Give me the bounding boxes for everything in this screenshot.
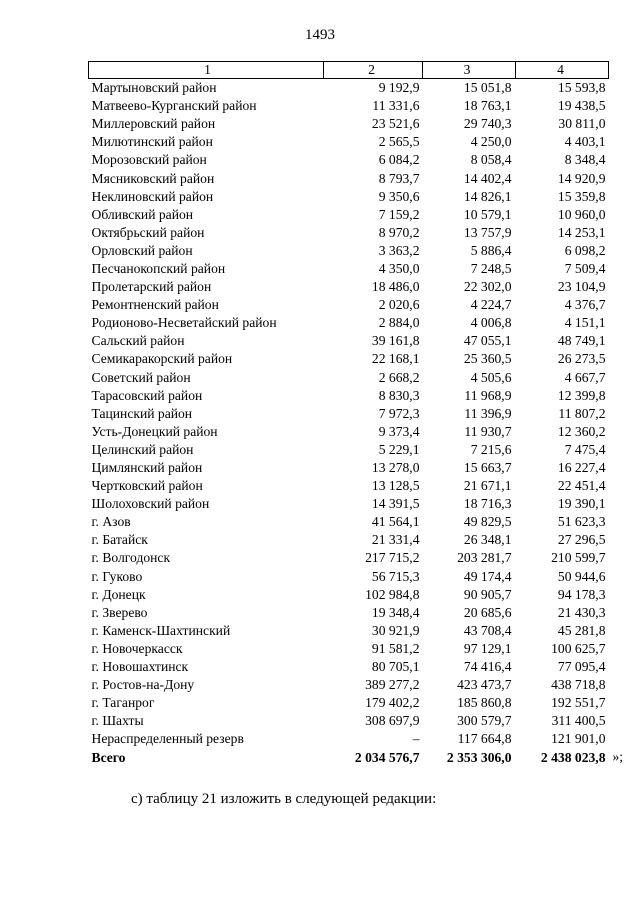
- row-value-col4: 311 400,5: [551, 713, 606, 729]
- row-label: г. Гуково: [91, 568, 143, 584]
- row-label: Чертковский район: [91, 478, 203, 494]
- row-value-col4: 14 253,1: [557, 224, 606, 240]
- row-value-col3: 11 968,9: [464, 387, 512, 403]
- row-value-col3: 14 402,4: [463, 170, 512, 186]
- table-row: [89, 79, 609, 98]
- row-label: Милютинский район: [91, 134, 213, 150]
- row-value-col4: 438 718,8: [551, 677, 606, 693]
- row-value-col2: 7 159,2: [378, 206, 420, 222]
- row-label: Шолоховский район: [91, 496, 210, 512]
- row-label: Ремонтненский район: [91, 297, 219, 313]
- row-value-col4: 16 227,4: [557, 460, 606, 476]
- table-row: [89, 260, 609, 278]
- row-value-col3: 25 360,5: [463, 351, 512, 367]
- row-value-col3: 4 505,6: [470, 369, 512, 385]
- row-value-col4: 8 348,4: [564, 152, 606, 168]
- table-row: [89, 332, 609, 350]
- row-label: Тацинский район: [91, 405, 193, 421]
- total-col4-value: 2 438 023,8: [540, 749, 606, 765]
- trailing-paragraph: с) таблицу 21 изложить в следующей редакции:: [131, 791, 437, 807]
- row-value-col3: 47 055,1: [463, 333, 512, 349]
- row-value-col4: 94 178,3: [557, 586, 606, 602]
- budget-table: [88, 61, 609, 767]
- row-value-col3: 15 663,7: [463, 460, 512, 476]
- table-row: [89, 568, 609, 586]
- row-value-col4: 6 098,2: [564, 242, 606, 258]
- table-row: [89, 133, 609, 151]
- row-value-col3: 15 051,8: [463, 80, 512, 96]
- row-value-col4: 10 960,0: [557, 206, 606, 222]
- column-header-3: 3: [423, 62, 516, 79]
- row-value-col2: 8 970,2: [378, 224, 420, 240]
- row-value-col2: 30 921,9: [371, 622, 420, 638]
- row-value-col3: 13 757,9: [463, 224, 512, 240]
- row-value-col2: 9 350,6: [378, 188, 420, 204]
- table-row: [89, 459, 609, 477]
- row-label: г. Новошахтинск: [91, 659, 189, 675]
- row-value-col4: 23 104,9: [557, 279, 606, 295]
- table-row: [89, 441, 609, 459]
- table-row: [89, 604, 609, 622]
- row-value-col3: 4 224,7: [470, 297, 512, 313]
- total-row: [89, 748, 609, 766]
- table-row: [89, 115, 609, 133]
- row-value-col4: 30 811,0: [558, 116, 606, 132]
- table-row: [89, 242, 609, 260]
- row-value-col3: 14 826,1: [463, 188, 512, 204]
- row-value-col3: 49 174,4: [463, 568, 512, 584]
- table-row: [89, 350, 609, 368]
- row-value-col2: 13 128,5: [371, 478, 420, 494]
- row-label: г. Ростов-на-Дону: [91, 677, 195, 693]
- table-row: [89, 730, 609, 748]
- row-value-col2: 2 565,5: [378, 134, 420, 150]
- row-value-col2: 14 391,5: [371, 496, 420, 512]
- row-value-col4: 12 399,8: [557, 387, 606, 403]
- row-value-col4: 7 509,4: [564, 260, 606, 276]
- column-header-1: 1: [89, 62, 324, 79]
- table-row: [89, 622, 609, 640]
- table-body: [89, 79, 609, 749]
- row-value-col3: 43 708,4: [463, 622, 512, 638]
- row-value-col2: 2 020,6: [378, 297, 420, 313]
- total-col4: [516, 748, 609, 766]
- table-row: [89, 387, 609, 405]
- row-value-col4: 14 920,9: [557, 170, 606, 186]
- row-label: Советский район: [91, 369, 191, 385]
- table-row: [89, 369, 609, 387]
- row-label: г. Волгодонск: [91, 550, 171, 566]
- row-value-col2: 18 486,0: [371, 279, 420, 295]
- row-value-col3: 49 829,5: [463, 514, 512, 530]
- row-value-col3: 185 860,8: [457, 695, 512, 711]
- row-value-col2: 19 348,4: [371, 604, 420, 620]
- row-label: Мясниковский район: [91, 170, 215, 186]
- row-value-col3: 11 396,9: [464, 405, 512, 421]
- row-value-col3: 7 248,5: [470, 260, 512, 276]
- row-value-col4: 50 944,6: [557, 568, 606, 584]
- row-label: Орловский район: [91, 242, 193, 258]
- row-label: г. Каменск-Шахтинский: [91, 622, 231, 638]
- row-value-col2: –: [412, 731, 420, 747]
- row-value-col4: 19 390,1: [557, 496, 606, 512]
- table-row: [89, 423, 609, 441]
- row-value-col3: 18 716,3: [463, 496, 512, 512]
- row-value-col2: 389 277,2: [365, 677, 420, 693]
- table-row: [89, 712, 609, 730]
- row-value-col2: 21 331,4: [371, 532, 420, 548]
- row-value-col4: 11 807,2: [558, 405, 606, 421]
- row-value-col2: 9 192,9: [378, 80, 420, 96]
- table-row: [89, 224, 609, 242]
- table-row: [89, 97, 609, 115]
- row-value-col4: 15 359,8: [557, 188, 606, 204]
- row-label: Неклиновский район: [91, 188, 214, 204]
- row-label: Морозовский район: [91, 152, 207, 168]
- table-row: [89, 169, 609, 187]
- row-label: Мартыновский район: [91, 80, 217, 96]
- total-label: Всего: [91, 749, 126, 765]
- row-value-col4: 22 451,4: [557, 478, 606, 494]
- row-label: Родионово-Несветайский район: [91, 315, 277, 331]
- row-label: Песчанокопский район: [91, 260, 226, 276]
- table-row: [89, 188, 609, 206]
- row-label: г. Шахты: [91, 713, 144, 729]
- row-value-col2: 6 084,2: [378, 152, 420, 168]
- row-value-col2: 11 331,6: [372, 98, 420, 114]
- row-label: Усть-Донецкий район: [91, 423, 218, 439]
- row-label: Нераспределенный резерв: [91, 731, 244, 747]
- row-value-col3: 97 129,1: [463, 640, 512, 656]
- table-row: [89, 405, 609, 423]
- row-label: Миллеровский район: [91, 116, 216, 132]
- row-value-col3: 20 685,6: [463, 604, 512, 620]
- row-label: Обливский район: [91, 206, 194, 222]
- row-value-col4: 121 901,0: [551, 731, 606, 747]
- table-row: [89, 513, 609, 531]
- row-value-col4: 4 151,1: [564, 315, 606, 331]
- row-label: Матвеево-Курганский район: [91, 98, 257, 114]
- page-number: 1493: [305, 27, 335, 43]
- row-value-col2: 4 350,0: [378, 260, 420, 276]
- row-value-col4: 21 430,3: [557, 604, 606, 620]
- row-value-col2: 41 564,1: [371, 514, 420, 530]
- row-value-col2: 3 363,2: [378, 242, 420, 258]
- row-value-col3: 203 281,7: [457, 550, 512, 566]
- row-label: г. Азов: [91, 514, 131, 530]
- table-row: [89, 495, 609, 513]
- row-label: Тарасовский район: [91, 387, 203, 403]
- row-value-col4: 4 403,1: [564, 134, 606, 150]
- row-value-col4: 210 599,7: [551, 550, 606, 566]
- row-value-col4: 192 551,7: [551, 695, 606, 711]
- row-value-col4: 45 281,8: [557, 622, 606, 638]
- row-value-col4: 100 625,7: [551, 640, 606, 656]
- row-label: Целинский район: [91, 441, 194, 457]
- row-label: Октябрьский район: [91, 224, 205, 240]
- row-value-col2: 91 581,2: [371, 640, 420, 656]
- row-value-col3: 300 579,7: [457, 713, 512, 729]
- table-row: [89, 549, 609, 567]
- table-row: [89, 586, 609, 604]
- row-value-col2: 39 161,8: [371, 333, 420, 349]
- row-value-col3: 4 006,8: [470, 315, 512, 331]
- row-value-col2: 217 715,2: [365, 550, 420, 566]
- row-value-col3: 423 473,7: [457, 677, 512, 693]
- row-value-col4: 77 095,4: [557, 659, 606, 675]
- row-value-col2: 308 697,9: [365, 713, 420, 729]
- row-value-col3: 5 886,4: [470, 242, 512, 258]
- row-value-col2: 102 984,8: [365, 586, 420, 602]
- table-row: [89, 640, 609, 658]
- row-value-col3: 117 664,8: [457, 731, 512, 747]
- row-value-col4: 48 749,1: [557, 333, 606, 349]
- row-value-col2: 2 884,0: [378, 315, 420, 331]
- row-label: г. Зверево: [91, 604, 148, 620]
- row-value-col3: 7 215,6: [470, 441, 512, 457]
- row-value-col3: 26 348,1: [463, 532, 512, 548]
- row-label: г. Донецк: [91, 586, 146, 602]
- row-value-col3: 22 302,0: [463, 279, 512, 295]
- row-value-col2: 5 229,1: [378, 441, 420, 457]
- row-value-col3: 18 763,1: [463, 98, 512, 114]
- table-row: [89, 694, 609, 712]
- row-value-col4: 12 360,2: [557, 423, 606, 439]
- row-value-col3: 74 416,4: [463, 659, 512, 675]
- table-row: [89, 314, 609, 332]
- row-value-col3: 8 058,4: [470, 152, 512, 168]
- row-value-col3: 21 671,1: [463, 478, 512, 494]
- row-value-col4: 26 273,5: [557, 351, 606, 367]
- column-header-4: 4: [516, 62, 609, 79]
- row-label: г. Новочеркасск: [91, 640, 183, 656]
- row-value-col2: 8 793,7: [378, 170, 420, 186]
- table-row: [89, 278, 609, 296]
- total-col2: 2 034 576,7: [354, 749, 420, 765]
- row-label: Семикаракорский район: [91, 351, 233, 367]
- row-value-col2: 9 373,4: [378, 423, 420, 439]
- row-value-col4: 4 376,7: [564, 297, 606, 313]
- row-value-col2: 80 705,1: [371, 659, 420, 675]
- table-row: [89, 477, 609, 495]
- row-value-col2: 179 402,2: [365, 695, 420, 711]
- row-label: г. Таганрог: [91, 695, 155, 711]
- row-label: Пролетарский район: [91, 279, 212, 295]
- table-row: [89, 206, 609, 224]
- row-value-col2: 23 521,6: [371, 116, 420, 132]
- row-value-col3: 11 930,7: [464, 423, 512, 439]
- row-value-col2: 22 168,1: [371, 351, 420, 367]
- column-header-2: 2: [324, 62, 423, 79]
- table-row: [89, 676, 609, 694]
- row-value-col4: 51 623,3: [557, 514, 606, 530]
- row-value-col3: 90 905,7: [463, 586, 512, 602]
- row-value-col4: 7 475,4: [564, 441, 606, 457]
- row-value-col2: 7 972,3: [378, 405, 420, 421]
- row-value-col4: 15 593,8: [557, 80, 606, 96]
- row-value-col3: 4 250,0: [470, 134, 512, 150]
- row-value-col2: 13 278,0: [371, 460, 420, 476]
- row-value-col4: 4 667,7: [564, 369, 606, 385]
- table-row: [89, 658, 609, 676]
- row-label: Сальский район: [91, 333, 185, 349]
- closing-quote: »;: [612, 749, 624, 765]
- table-row: [89, 531, 609, 549]
- row-label: г. Батайск: [91, 532, 148, 548]
- row-value-col3: 29 740,3: [463, 116, 512, 132]
- row-value-col2: 56 715,3: [371, 568, 420, 584]
- table-row: [89, 296, 609, 314]
- row-value-col3: 10 579,1: [463, 206, 512, 222]
- total-col3: 2 353 306,0: [446, 749, 512, 765]
- row-value-col4: 19 438,5: [557, 98, 606, 114]
- row-value-col2: 2 668,2: [378, 369, 420, 385]
- table-row: [89, 151, 609, 169]
- row-value-col4: 27 296,5: [557, 532, 606, 548]
- table-header-row: [89, 62, 609, 79]
- row-label: Цимлянский район: [91, 460, 203, 476]
- row-value-col2: 8 830,3: [378, 387, 420, 403]
